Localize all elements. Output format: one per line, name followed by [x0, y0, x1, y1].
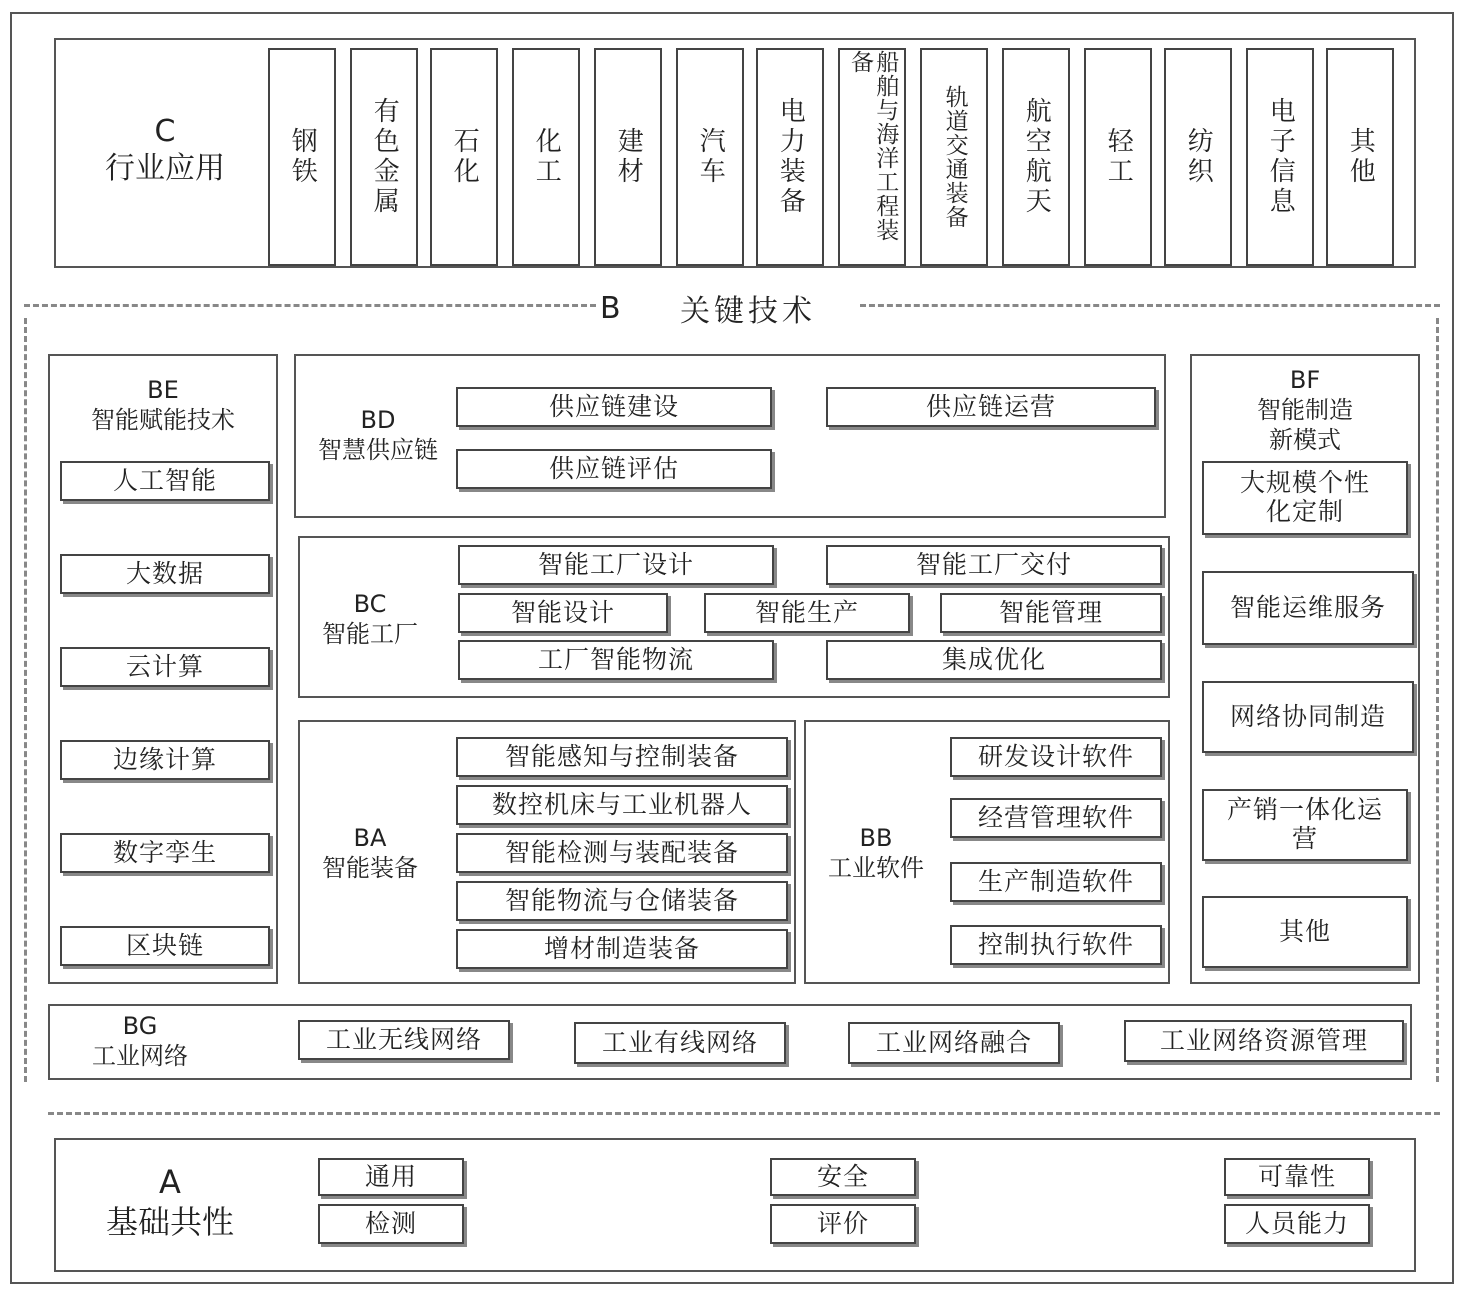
industry-label: 钢铁: [287, 127, 318, 187]
be-item: 边缘计算: [60, 740, 270, 780]
a-item: 人员能力: [1224, 1204, 1370, 1244]
b-bottom-dash: [48, 1112, 1440, 1115]
bc-item: 集成优化: [826, 640, 1162, 680]
a-item: 通用: [318, 1158, 464, 1196]
be-item: 人工智能: [60, 461, 270, 501]
bf-item-text: 大规模个性化定制: [1239, 468, 1370, 526]
bb-code: BB: [859, 824, 893, 852]
bf-item: 其他: [1202, 896, 1408, 968]
be-title: 智能赋能技术: [91, 406, 235, 434]
industry-label: 航空航天: [1021, 97, 1052, 217]
bd-item: 供应链运营: [826, 387, 1156, 427]
section-a-code: A: [159, 1163, 181, 1201]
bf-item-text: 产销一体化运营: [1226, 795, 1383, 853]
bc-item: 智能设计: [458, 593, 668, 633]
bg-item: 工业网络融合: [848, 1022, 1060, 1064]
bc-title: 智能工厂: [322, 620, 418, 648]
section-c-label: [60, 100, 270, 200]
ba-item: 增材制造装备: [456, 929, 788, 969]
bb-label: [808, 818, 944, 888]
industry-label: 汽车: [695, 127, 726, 187]
industry-label: 有色金属: [369, 97, 400, 217]
industry-column: [920, 48, 988, 266]
a-item: 检测: [318, 1204, 464, 1244]
a-item: 可靠性: [1224, 1158, 1370, 1196]
bb-title: 工业软件: [828, 854, 924, 882]
bb-item: 研发设计软件: [950, 737, 1162, 777]
section-b-title: 关键技术: [680, 294, 816, 329]
industry-label: 轨道交通装备: [941, 85, 968, 229]
bd-code: BD: [360, 406, 396, 434]
ba-item: 智能检测与装配装备: [456, 833, 788, 873]
bd-item: 供应链评估: [456, 449, 772, 489]
b-top-dash-left: [24, 304, 596, 307]
b-left-dash: [24, 318, 27, 1082]
bg-label: [60, 1006, 220, 1076]
industry-label: 其他: [1345, 127, 1376, 187]
bc-item: 智能工厂交付: [826, 545, 1162, 585]
a-item: 评价: [770, 1204, 916, 1244]
bf-label: [1194, 362, 1416, 458]
industry-label: 纺织: [1183, 127, 1214, 187]
ba-code: BA: [353, 824, 387, 852]
a-item: 安全: [770, 1158, 916, 1196]
industry-column: [1326, 48, 1394, 266]
bg-title: 工业网络: [92, 1042, 188, 1070]
industry-column: [430, 48, 498, 266]
bf-title-line1: 智能制造: [1257, 396, 1353, 424]
bc-code: BC: [353, 590, 387, 618]
bf-item: [1202, 461, 1408, 535]
bb-item: 生产制造软件: [950, 862, 1162, 902]
bc-item: 智能工厂设计: [458, 545, 774, 585]
bg-item: 工业网络资源管理: [1124, 1020, 1404, 1062]
be-item: 云计算: [60, 647, 270, 687]
bc-item: 工厂智能物流: [458, 640, 774, 680]
industry-column: [1246, 48, 1314, 266]
ba-title: 智能装备: [322, 854, 418, 882]
bc-label: [302, 584, 438, 654]
industry-label: 建材: [613, 127, 644, 187]
ba-item: 数控机床与工业机器人: [456, 785, 788, 825]
bf-item: 智能运维服务: [1202, 571, 1414, 645]
industry-column: [756, 48, 824, 266]
section-a-title: 基础共性: [105, 1203, 234, 1241]
bf-item: [1202, 789, 1408, 861]
industry-column: [594, 48, 662, 266]
be-item: 区块链: [60, 926, 270, 966]
industry-column: [512, 48, 580, 266]
bf-item: 网络协同制造: [1202, 681, 1414, 753]
section-b-label: [600, 288, 870, 328]
b-right-dash: [1436, 318, 1439, 1082]
be-label: [52, 370, 274, 440]
bg-code: BG: [122, 1012, 158, 1040]
bd-label: [298, 400, 458, 470]
be-item: 数字孪生: [60, 833, 270, 873]
industry-label: 电力装备: [775, 97, 806, 217]
bb-item: 经营管理软件: [950, 798, 1162, 838]
industry-label: 轻工: [1103, 127, 1134, 187]
industry-column: [1002, 48, 1070, 266]
section-a-label: [60, 1154, 280, 1250]
industry-column: [350, 48, 418, 266]
section-c-title: 行业应用: [105, 151, 225, 186]
bc-item: 智能管理: [940, 593, 1162, 633]
ba-label: [302, 818, 438, 888]
industry-label: 化工: [531, 127, 562, 187]
bc-item: 智能生产: [704, 593, 910, 633]
section-b-code: B: [600, 290, 621, 326]
bd-title: 智慧供应链: [318, 436, 438, 464]
bg-item: 工业有线网络: [574, 1022, 786, 1064]
bb-item: 控制执行软件: [950, 925, 1162, 965]
industry-column: [838, 48, 906, 266]
bg-item: 工业无线网络: [298, 1020, 510, 1060]
industry-column: [1084, 48, 1152, 266]
bf-title-line2: 新模式: [1269, 426, 1341, 454]
bf-code: BF: [1289, 366, 1321, 394]
ba-item: 智能物流与仓储装备: [456, 881, 788, 921]
industry-column: [268, 48, 336, 266]
be-code: BE: [147, 376, 179, 404]
industry-label: 电子信息: [1265, 97, 1296, 217]
industry-label: 石化: [449, 127, 480, 187]
ba-item: 智能感知与控制装备: [456, 737, 788, 777]
bd-item: 供应链建设: [456, 387, 772, 427]
industry-column: [1164, 48, 1232, 266]
industry-label: 船舶与海洋工程装备: [847, 50, 899, 242]
be-item: 大数据: [60, 554, 270, 594]
industry-column: [676, 48, 744, 266]
section-c-code: C: [154, 113, 176, 149]
b-top-dash-right: [860, 304, 1440, 307]
